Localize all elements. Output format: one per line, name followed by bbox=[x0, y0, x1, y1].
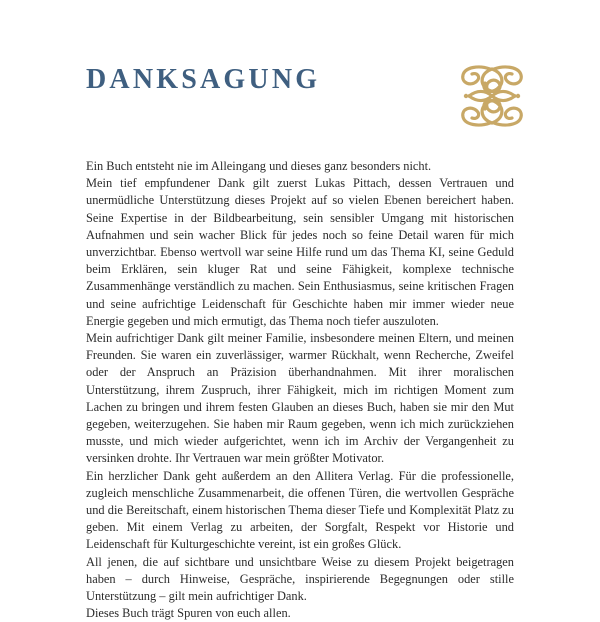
acknowledgements-text bbox=[86, 158, 514, 622]
paragraph: Mein tief empfundener Dank gilt zuerst Lukas Pittach, dessen Vertrauen und unermüdliche Unterstützung dieses Projekt auf so vielen Ebenen bereichert haben. Seine Expertise in der Bildbearbeitung, sein sensibler Umgang mit historischen Aufnahmen und sein wacher Blick für jedes noch so feine Detail waren für mich unverzichtbar. Ebenso wertvoll war seine Hilfe rund um das Thema KI, seine Geduld beim Erklären, sein kluger Rat und seine Fähigkeit, komplexe technische Zusammenhänge verständlich zu machen. Sein Enthusiasmus, seine kritischen Fragen und seine aufrichtige Leidenschaft für Geschichte haben mir immer wieder neue Energie gegeben und mich ermutigt, das Thema noch tiefer auszuloten. bbox=[86, 176, 514, 328]
paragraph: Dieses Buch trägt Spuren von euch allen. bbox=[86, 606, 291, 621]
paragraph: Ein herzlicher Dank geht außerdem an den Allitera Verlag. Für die professionelle, zugleich menschliche Zusammenarbeit, die offenen Türen, die wertvollen Gespräche und die Bereitschaft, einem historischen Thema dieser Tiefe und Komplexität Platz zu geben. Mit einem Verlag zu arbeiten, der Sorgfalt, Respekt vor Historie und Leidenschaft für Kulturgeschichte vereint, ist ein großes Glück. bbox=[86, 468, 514, 552]
chapter-heading: DANKSAGUNG bbox=[86, 64, 321, 95]
paragraph: Ein Buch entsteht nie im Alleingang und dieses ganz besonders nicht. bbox=[86, 159, 432, 173]
paragraph: Mein aufrichtiger Dank gilt meiner Familie, insbesondere meinen Eltern, und meinen Freunden. Sie waren ein zuverlässiger, warmer Rückhalt, wenn Recherche, Zweifel oder der Anspruch an Präzision überhandnahmen. Mit ihrer moralischen Unterstützung, ihrem Zuspruch, ihrer Fähigkeit, mich im richtigen Moment zum Lachen zu bringen und ihrem festen Glauben an dieses Buch, haben sie mir den Mut gegeben, weiterzugehen. Sie haben mir Raum gegeben, wenn ich mich zurückziehen musste, und mich wieder aufgerichtet, wenn ich im Archiv der Vergangenheit zu versinken drohte. Ihr Vertrauen war mein größter Motivator. bbox=[86, 331, 514, 466]
paragraph: All jenen, die auf sichtbare und unsichtbare Weise zu diesem Projekt beigetragen haben – durch Hinweise, Gespräche, inspirierende Begegnungen oder stille Unterstützung – gilt mein aufrichtiger Dank. bbox=[86, 554, 514, 604]
interlaced-scroll-ornament-icon bbox=[457, 63, 527, 129]
